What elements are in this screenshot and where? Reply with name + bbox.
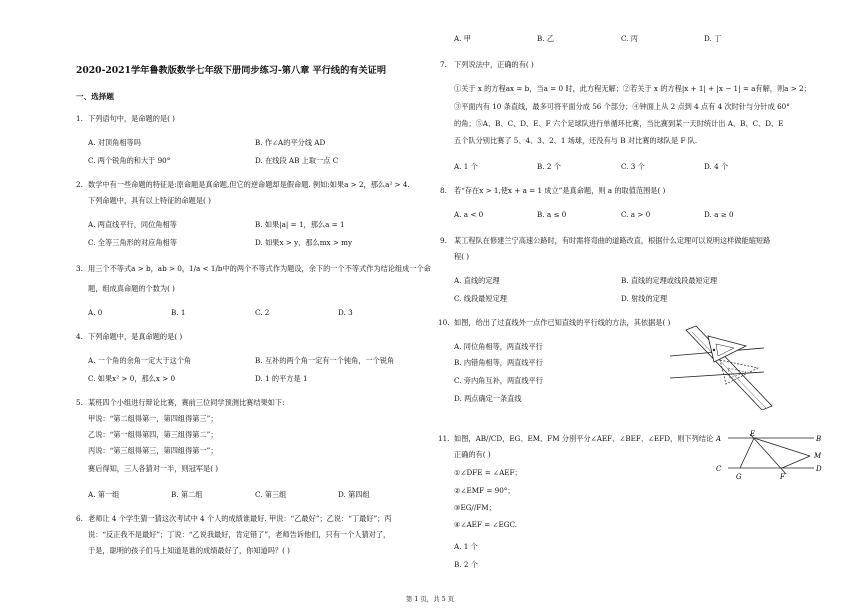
q6-stem-line3: 于是，聪明的孩子们马上知道是谁的成绩最好了，你知道吗？( ) [88, 546, 290, 555]
q5-stem-line1: 某班四个小组进行辩论比赛，赛前三位同学预测比赛结果如下: [88, 398, 285, 407]
q5-stem-line3: 乙说：“第一组得第四，第三组得第二”； [88, 430, 218, 439]
q10-stem: 如图，给出了过直线外一点作已知直线的平行线的方法，其依据是( ) [454, 318, 671, 327]
q3-option-a: A. 0 [88, 308, 103, 317]
q7-body-line1: ①关于 x 的方程ax = b，当a = 0 时，此方程无解；②若关于 x 的方程|x + 1| + |x − 1| = a有解，则a > 2； [454, 84, 811, 93]
q1-option-a: A. 对顶角相等吗 [88, 138, 141, 147]
q9-number: 9. [440, 236, 447, 245]
q3-option-b: B. 1 [171, 308, 186, 317]
q1-option-c: C. 两个锐角的和大于 90° [88, 156, 171, 165]
q7-option-a: A. 1 个 [454, 162, 478, 171]
q2-option-d: D. 如果x > y，那么mx > my [255, 238, 353, 247]
q7-body-line4: 五个队分别比赛了 5、4、3、2、1 场球，还没有与 B 对比赛的球队是 F 队. [454, 136, 698, 145]
q3-stem-line2: 题，组成真命题的个数为( ) [88, 284, 175, 293]
q7-body-line3: 的角；⑤A、B、C、D、E、F 六个足球队进行单循环比赛，当比赛到某一天时统计出 A、B、C、D、E [454, 119, 784, 128]
q3-number: 3. [76, 264, 83, 273]
q9-option-b: B. 直线的定理或线段最短定理 [621, 276, 718, 285]
q7-option-c: C. 3 个 [621, 162, 645, 171]
fig11-label-d: D [816, 465, 822, 473]
q1-stem: 下列语句中，是命题的是( ) [88, 114, 175, 123]
q7-option-b: B. 2 个 [537, 162, 561, 171]
q5-option-d: D. 第四组 [338, 490, 370, 499]
q11-figure-parallel-lines [714, 428, 824, 488]
q6-option-a: A. 甲 [454, 34, 471, 43]
q11-body-line2: ②∠EMF = 90°； [454, 486, 515, 495]
section-heading: 一、选择题 [76, 92, 114, 101]
q5-stem-line2: 甲说：“第二组得第一，第四组得第三”； [88, 414, 218, 423]
q2-option-c: C. 全等三角形的对应角相等 [88, 238, 177, 247]
q6-option-c: C. 丙 [621, 34, 638, 43]
q2-option-a: A. 两直线平行，同位角相等 [88, 220, 177, 229]
q6-option-d: D. 丁 [704, 34, 722, 43]
q11-body-line4: ④∠AEF = ∠EGC. [454, 520, 518, 529]
q11-body-line3: ③EG//FM； [454, 503, 496, 512]
fig11-label-f: F [780, 473, 785, 481]
q10-figure-ruler-set-square [668, 320, 778, 410]
q3-option-c: C. 2 [255, 308, 270, 317]
q8-stem: 若“存在x > 1,使x + a = 1 成立”是真命题，则 a 的取值范围是( ) [454, 186, 666, 195]
fig11-label-a: A [716, 435, 722, 443]
q7-body-line2: ③平面内有 10 条直线，最多可将平面分成 56 个部分；④钟面上从 2 点到 4 点有 4 次时针与分针成 60° [454, 102, 790, 111]
right-column [438, 0, 822, 608]
fig11-label-c: C [716, 465, 722, 473]
fig11-label-b: B [816, 435, 822, 443]
q11-stem-line2: 正确的有( ) [454, 450, 491, 459]
q6-option-b: B. 乙 [537, 34, 555, 43]
q11-option-a: A. 1 个 [454, 542, 478, 551]
q8-option-d: D. a ≥ 0 [704, 210, 734, 219]
q4-option-d: D. 1 的平方是 1 [255, 374, 308, 383]
q4-number: 4. [76, 332, 83, 341]
q8-option-c: C. a > 0 [621, 210, 651, 219]
q2-option-b: B. 如果|a| = 1，那么a = 1 [255, 220, 345, 229]
q8-number: 8. [440, 186, 447, 195]
q4-stem: 下列命题中，是真命题的是( ) [88, 332, 183, 341]
q8-option-a: A. a < 0 [454, 210, 484, 219]
q3-stem-line1: 用三个不等式a > b，ab > 0，1/a < 1/b中的两个不等式作为题设，余下的一个不等式作为结论组成一个命 [88, 264, 431, 273]
q6-stem-line1: 老师让 4 个学生猜一猜这次考试中 4 个人的成绩谁最好. 甲说：“乙最好”；乙说：“丁最好”；丙 [88, 514, 392, 523]
fig11-label-g: G [736, 473, 742, 481]
q5-stem-line4: 丙说：“第三组得第三，第四组得第一”； [88, 446, 218, 455]
page-title: 2020-2021学年鲁教版数学七年级下册同步练习-第八章 平行线的有关证明 [76, 65, 387, 76]
q5-option-c: C. 第三组 [255, 490, 287, 499]
q7-number: 7. [440, 60, 447, 69]
q9-option-d: D. 射线的定理 [621, 294, 668, 303]
q9-option-c: C. 线段最短定理 [454, 294, 507, 303]
q10-option-c: C. 旁内角互补，两直线平行 [454, 376, 543, 385]
q10-option-a: A. 同位角相等，两直线平行 [454, 342, 543, 351]
q5-stem-line5: 赛后得知，三人各猜对一半，则冠军是( ) [88, 464, 219, 473]
q7-option-d: D. 4 个 [704, 162, 729, 171]
q1-number: 1. [76, 114, 83, 123]
q9-stem-line2: 程( ) [454, 252, 470, 261]
q10-option-d: D. 两点确定一条直线 [454, 394, 522, 403]
q11-number: 11. [438, 434, 450, 443]
q5-option-a: A. 第一组 [88, 490, 120, 499]
q1-option-b: B. 作∠A的平分线 AD [255, 138, 326, 147]
q5-option-b: B. 第二组 [171, 490, 203, 499]
q11-option-b: B. 2 个 [454, 560, 478, 569]
page-footer: 第 1 页，共 5 页 [405, 595, 455, 603]
q9-option-a: A. 直线的定理 [454, 276, 500, 285]
q4-option-a: A. 一个角的余角一定大于这个角 [88, 356, 192, 365]
q4-option-b: B. 互补的两个角一定有一个钝角，一个锐角 [255, 356, 395, 365]
q10-number: 10. [438, 318, 450, 327]
q4-option-c: C. 如果x² > 0，那么x > 0 [88, 374, 176, 383]
q3-option-d: D. 3 [338, 308, 353, 317]
q10-option-b: B. 内错角相等，两直线平行 [454, 358, 543, 367]
q11-body-line1: ①∠DFE = ∠AEF； [454, 468, 522, 477]
q2-stem-line2: 下列命题中，具有以上特征的命题是( ) [88, 196, 211, 205]
q11-stem-line1: 如图，AB//CD，EG、EM、FM 分别平分∠AEF、∠BEF、∠EFD，则下列结论 [454, 434, 714, 443]
q6-number: 6. [76, 514, 83, 523]
fig11-label-e: E [750, 430, 756, 438]
q7-stem: 下列说法中，正确的有( ) [454, 60, 534, 69]
q1-option-d: D. 在线段 AB 上取一点 C [255, 156, 339, 165]
q8-option-b: B. a ≤ 0 [537, 210, 567, 219]
q9-stem-line1: 某工程队在修建兰宁高速公路时，有时需将弯曲的道路改直，根据什么定理可以说明这样做能缩短路 [454, 236, 771, 245]
q2-number: 2. [76, 180, 83, 189]
q6-stem-line2: 说：“反正我不是最好”；丁说：“乙说我最好，肯定错了”，老师告诉他们，只有一个人猜对了， [88, 530, 391, 539]
fig11-label-m: M [814, 452, 822, 460]
q2-stem-line1: 数学中有一些命题的特征是:原命题是真命题,但它的逆命题却是假命题. 例如:如果a > 2，那么a² > 4. [88, 180, 410, 189]
q5-number: 5. [76, 398, 83, 407]
